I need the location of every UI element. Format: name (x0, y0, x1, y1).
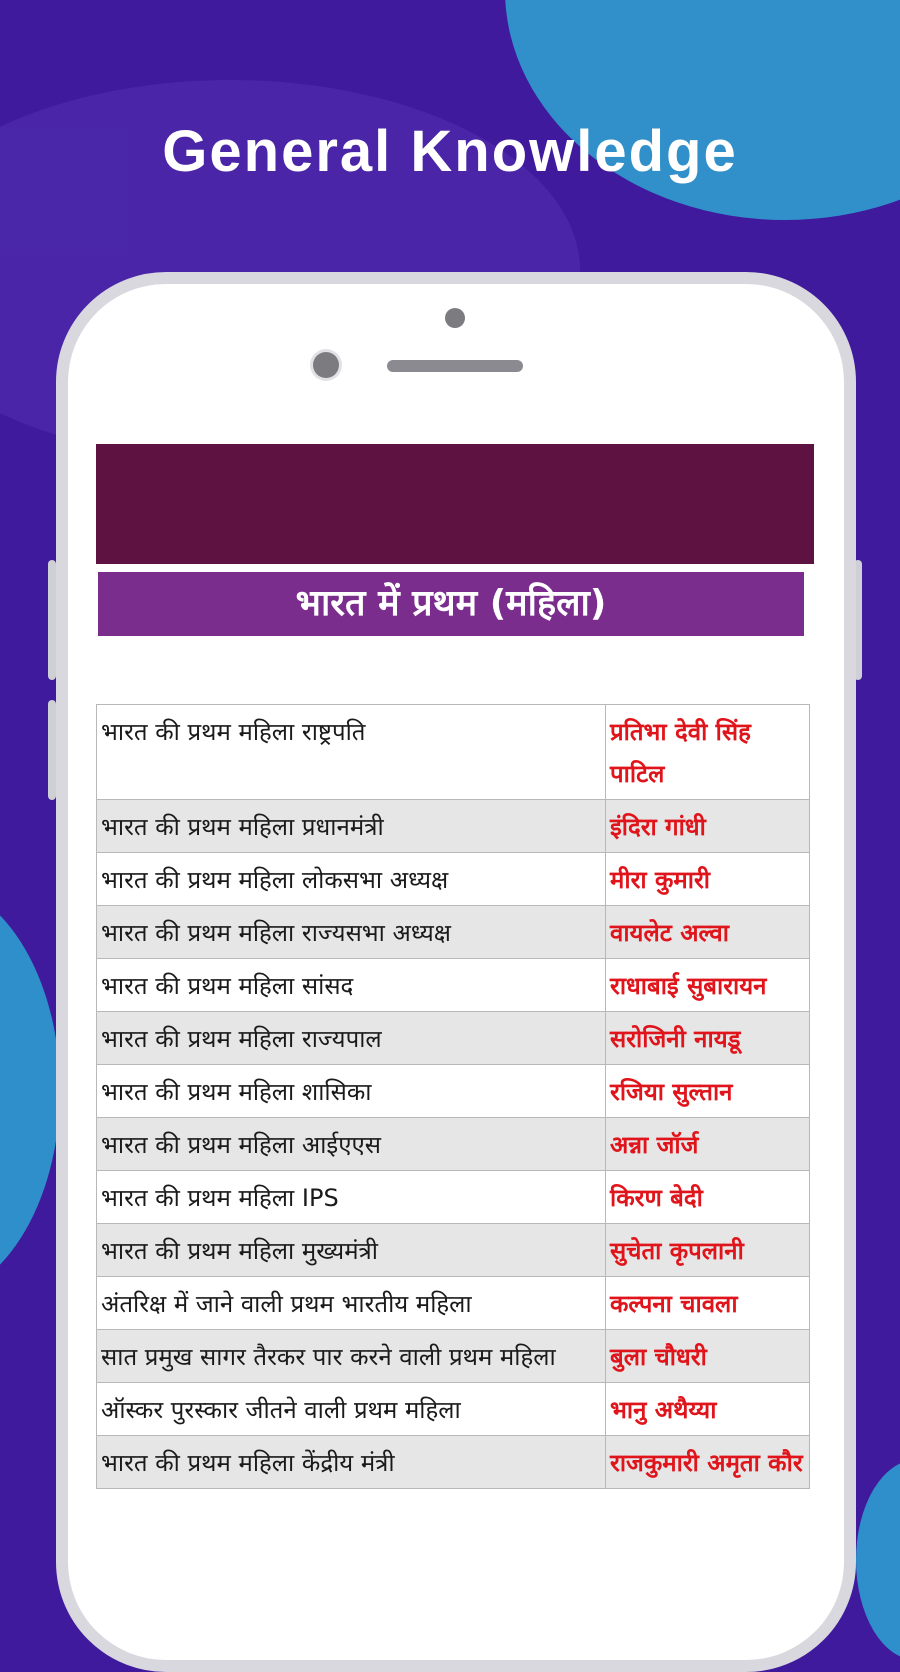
table-row (97, 1330, 810, 1383)
question-cell: भारत की प्रथम महिला प्रधानमंत्री (97, 800, 606, 853)
answer-cell: वायलेट अल्वा (606, 906, 810, 959)
question-cell: भारत की प्रथम महिला लोकसभा अध्यक्ष (97, 853, 606, 906)
table-row (97, 1171, 810, 1224)
table-row (97, 1012, 810, 1065)
phone-volume-button-lower (48, 700, 56, 800)
table-row (97, 1118, 810, 1171)
table-row (97, 1224, 810, 1277)
answer-cell: अन्ना जॉर्ज (606, 1118, 810, 1171)
answer-cell: राधाबाई सुबारायन (606, 959, 810, 1012)
gk-table (96, 704, 810, 1489)
background-blob-left (0, 880, 60, 1300)
answer-cell: प्रतिभा देवी सिंह पाटिल (606, 705, 810, 800)
table-row (97, 800, 810, 853)
answer-cell: राजकुमारी अमृता कौर (606, 1436, 810, 1489)
table-row (97, 1436, 810, 1489)
question-cell: भारत की प्रथम महिला राज्यसभा अध्यक्ष (97, 906, 606, 959)
answer-cell: किरण बेदी (606, 1171, 810, 1224)
question-cell: भारत की प्रथम महिला आईएएस (97, 1118, 606, 1171)
background-blob-top (505, 0, 900, 220)
question-cell: भारत की प्रथम महिला IPS (97, 1171, 606, 1224)
promo-headline: General Knowledge (162, 119, 738, 184)
table-row (97, 1065, 810, 1118)
question-cell: भारत की प्रथम महिला सांसद (97, 959, 606, 1012)
phone-volume-button (48, 560, 56, 680)
question-cell: भारत की प्रथम महिला मुख्यमंत्री (97, 1224, 606, 1277)
answer-cell: सरोजिनी नायडू (606, 1012, 810, 1065)
phone-screen (96, 444, 814, 1604)
sensor-icon (445, 308, 465, 328)
table-row (97, 906, 810, 959)
background-blob-right (856, 1460, 900, 1660)
answer-cell: भानु अथैय्या (606, 1383, 810, 1436)
question-cell: भारत की प्रथम महिला राष्ट्रपति (97, 705, 606, 800)
question-cell: अंतरिक्ष में जाने वाली प्रथम भारतीय महिला (97, 1277, 606, 1330)
table-row (97, 1277, 810, 1330)
answer-cell: बुला चौधरी (606, 1330, 810, 1383)
question-cell: ऑस्कर पुरस्कार जीतने वाली प्रथम महिला (97, 1383, 606, 1436)
answer-cell: मीरा कुमारी (606, 853, 810, 906)
table-row (97, 705, 810, 800)
earpiece-speaker (387, 360, 523, 372)
question-cell: भारत की प्रथम महिला केंद्रीय मंत्री (97, 1436, 606, 1489)
front-camera-icon (313, 352, 339, 378)
app-header-bar (96, 444, 814, 564)
section-title: भारत में प्रथम (महिला) (98, 572, 804, 636)
table-row (97, 1383, 810, 1436)
answer-cell: इंदिरा गांधी (606, 800, 810, 853)
table-row (97, 959, 810, 1012)
question-cell: भारत की प्रथम महिला शासिका (97, 1065, 606, 1118)
answer-cell: रजिया सुल्तान (606, 1065, 810, 1118)
answer-cell: सुचेता कृपलानी (606, 1224, 810, 1277)
answer-cell: कल्पना चावला (606, 1277, 810, 1330)
question-cell: सात प्रमुख सागर तैरकर पार करने वाली प्रथम महिला (97, 1330, 606, 1383)
table-row (97, 853, 810, 906)
question-cell: भारत की प्रथम महिला राज्यपाल (97, 1012, 606, 1065)
